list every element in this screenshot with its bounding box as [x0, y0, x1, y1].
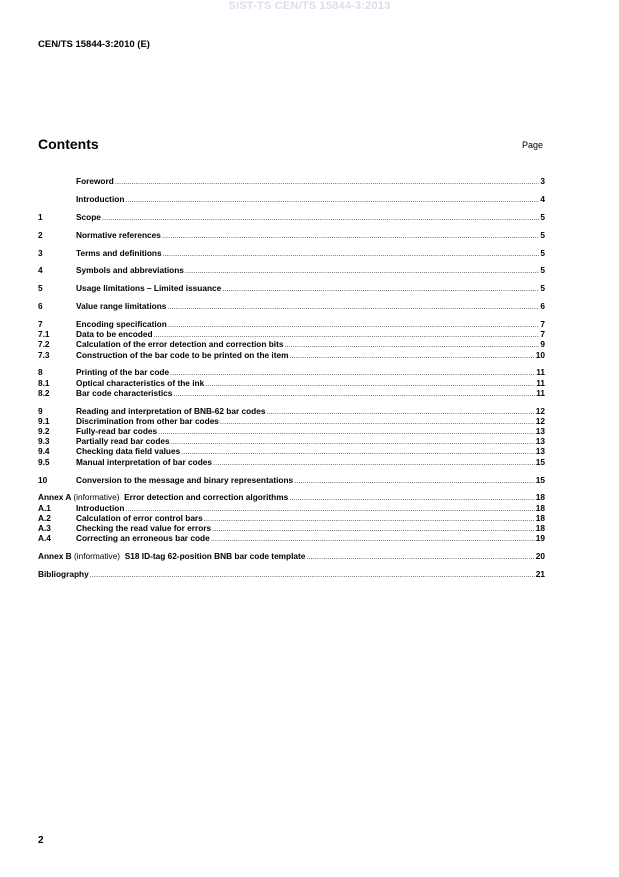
toc-page: 20	[535, 551, 545, 561]
page-column-label: Page	[522, 140, 544, 150]
toc-title: Scope	[76, 211, 101, 222]
toc-entry-7-3[interactable]	[38, 350, 545, 360]
toc-title: Optical characteristics of the ink	[76, 377, 205, 388]
watermark: SIST-TS CEN/TS 15844-3:2013	[228, 0, 391, 12]
toc-entry-value-range[interactable]	[38, 301, 545, 311]
dot-leader	[115, 178, 540, 188]
dot-leader	[181, 448, 535, 458]
toc-number: A.1	[38, 502, 51, 513]
toc-number: 7.2	[38, 339, 50, 350]
toc-entry-reading[interactable]	[38, 406, 545, 416]
toc-page: 13	[535, 446, 545, 457]
toc-entry-normative-references[interactable]	[38, 230, 545, 240]
dot-leader	[90, 571, 535, 581]
toc-page: 13	[535, 436, 545, 447]
toc-page: 5	[540, 283, 545, 294]
dot-leader	[162, 232, 540, 242]
toc-number: 8.1	[38, 377, 50, 388]
toc-number: A.3	[38, 522, 51, 533]
toc-page: 7	[540, 329, 545, 340]
toc-title: Terms and definitions	[76, 247, 162, 258]
toc-page: 3	[540, 176, 545, 186]
toc-page: 11	[536, 367, 545, 378]
toc-entry-a-3[interactable]	[38, 523, 545, 533]
dot-leader	[158, 428, 535, 438]
annex-label: Annex A	[38, 492, 72, 503]
toc-entry-conversion[interactable]	[38, 475, 545, 485]
toc-entry-scope[interactable]	[38, 212, 545, 222]
toc-number: 9.5	[38, 456, 50, 467]
dot-leader	[125, 196, 539, 206]
page-number: 2	[38, 835, 44, 846]
toc-title: Printing of the bar code	[76, 367, 170, 378]
toc-number: 9.4	[38, 446, 50, 457]
toc-page: 11	[536, 377, 545, 388]
annex-title: Error detection and correction algorithms	[124, 492, 289, 503]
toc-title: Fully-read bar codes	[76, 426, 158, 437]
dot-leader	[168, 321, 540, 331]
toc-entry-9-5[interactable]	[38, 457, 545, 467]
toc-title: Value range limitations	[76, 301, 167, 312]
toc-entry-printing[interactable]	[38, 367, 545, 377]
toc-title: Partially read bar codes	[76, 436, 170, 447]
toc-entry-usage-limitations[interactable]	[38, 283, 545, 293]
toc-title: Introduction	[76, 502, 125, 513]
toc-title: Checking the read value for errors	[76, 522, 212, 533]
dot-leader	[170, 369, 535, 379]
toc-entry-annex-b[interactable]	[38, 551, 545, 561]
toc-title	[38, 492, 288, 502]
toc-entry-terms-definitions[interactable]	[38, 248, 545, 258]
toc-entry-annex-a[interactable]	[38, 492, 545, 502]
contents-heading: Contents	[38, 136, 99, 152]
toc-number: 4	[38, 265, 43, 276]
toc-number: 2	[38, 229, 43, 240]
toc-page: 19	[535, 533, 545, 544]
toc-entry-7-2[interactable]	[38, 339, 545, 349]
toc-number: 9.2	[38, 426, 50, 437]
dot-leader	[163, 250, 540, 260]
toc-number: 3	[38, 247, 43, 258]
dot-leader	[205, 380, 535, 390]
dot-leader	[306, 553, 534, 563]
toc-title: Discrimination from other bar codes	[76, 415, 219, 426]
toc-title: Introduction	[76, 193, 125, 204]
toc-entry-9-4[interactable]	[38, 446, 545, 456]
dot-leader	[222, 285, 539, 295]
toc-page: 9	[540, 339, 545, 350]
dot-leader	[212, 525, 535, 535]
toc-page: 10	[535, 349, 545, 360]
toc-page: 12	[535, 405, 545, 416]
toc-entry-bibliography[interactable]	[38, 569, 545, 579]
toc-number: A.2	[38, 512, 51, 523]
toc-entry-foreword[interactable]	[38, 176, 545, 186]
toc-number: A.4	[38, 533, 51, 544]
toc-number: 5	[38, 283, 43, 294]
toc-entry-symbols-abbreviations[interactable]	[38, 265, 545, 275]
toc-number: 7.1	[38, 329, 50, 340]
toc-entry-a-1[interactable]	[38, 503, 545, 513]
annex-title: S18 ID-tag 62-position BNB bar code template	[124, 551, 306, 561]
toc-page: 11	[536, 387, 545, 398]
toc-title: Encoding specification	[76, 319, 167, 329]
toc-entry-9-1[interactable]	[38, 416, 545, 426]
annex-label: Annex B	[38, 551, 72, 561]
toc-number: 8.2	[38, 387, 50, 398]
toc-page: 13	[535, 426, 545, 437]
toc-entry-8-2[interactable]	[38, 388, 545, 398]
toc-title: Checking data field values	[76, 446, 181, 457]
toc-title: Conversion to the message and binary representations	[76, 474, 294, 485]
toc-entry-encoding-specification[interactable]	[38, 319, 545, 329]
toc-title: Reading and interpretation of BNB-62 bar codes	[76, 405, 266, 416]
toc-page: 4	[540, 193, 545, 204]
toc-page: 5	[540, 229, 545, 240]
toc-number: 9.1	[38, 415, 50, 426]
toc-entry-a-2[interactable]	[38, 513, 545, 523]
toc-number: 9.3	[38, 436, 50, 447]
toc-entry-7-1[interactable]	[38, 329, 545, 339]
toc-number: 8	[38, 367, 43, 378]
dot-leader	[294, 477, 535, 487]
toc-page: 5	[540, 211, 545, 222]
dot-leader	[185, 267, 539, 277]
toc-title	[38, 551, 305, 561]
toc-number: 1	[38, 211, 43, 222]
toc-page: 7	[540, 319, 545, 329]
toc-title: Calculation of error control bars	[76, 512, 203, 523]
toc-title: Bibliography	[38, 568, 89, 579]
toc-entry-introduction[interactable]	[38, 194, 545, 204]
toc-number: 7	[38, 319, 43, 329]
dot-leader	[213, 459, 535, 469]
toc-page: 18	[535, 492, 545, 503]
table-of-contents	[38, 176, 545, 579]
dot-leader	[220, 418, 535, 428]
toc-page: 18	[535, 502, 545, 513]
dot-leader	[102, 214, 539, 224]
toc-title: Symbols and abbreviations	[76, 265, 184, 276]
toc-number: 6	[38, 301, 43, 312]
toc-number: 9	[38, 405, 43, 416]
dot-leader	[290, 352, 535, 362]
toc-page: 6	[540, 301, 545, 312]
toc-number: 7.3	[38, 349, 50, 360]
toc-entry-9-3[interactable]	[38, 436, 545, 446]
toc-page: 15	[535, 456, 545, 467]
document-identifier: CEN/TS 15844-3:2010 (E)	[38, 39, 150, 50]
toc-page: 18	[535, 512, 545, 523]
toc-title: Usage limitations – Limited issuance	[76, 283, 222, 294]
toc-title: Manual interpretation of bar codes	[76, 456, 212, 467]
toc-page: 21	[535, 568, 545, 579]
toc-page: 12	[535, 415, 545, 426]
dot-leader	[284, 341, 539, 351]
toc-page: 15	[535, 474, 545, 485]
dot-leader	[211, 535, 535, 545]
toc-entry-8-1[interactable]	[38, 378, 545, 388]
toc-title: Construction of the bar code to be printed on the item	[76, 349, 289, 360]
dot-leader	[204, 515, 535, 525]
dot-leader	[167, 303, 539, 313]
dot-leader	[266, 408, 534, 418]
dot-leader	[173, 390, 535, 400]
informative-tag: (informative)	[73, 551, 121, 561]
toc-page: 5	[540, 265, 545, 276]
toc-title: Foreword	[76, 176, 114, 186]
toc-title: Calculation of the error detection and correction bits	[76, 339, 284, 350]
toc-title: Data to be encoded	[76, 329, 153, 340]
toc-title: Bar code characteristics	[76, 387, 173, 398]
dot-leader	[171, 438, 535, 448]
toc-entry-9-2[interactable]	[38, 426, 545, 436]
toc-title: Normative references	[76, 229, 161, 240]
toc-number: 10	[38, 474, 48, 485]
dot-leader	[289, 494, 535, 504]
toc-page: 18	[535, 522, 545, 533]
informative-tag: (informative)	[73, 492, 120, 503]
toc-entry-a-4[interactable]	[38, 533, 545, 543]
toc-title: Correcting an erroneous bar code	[76, 533, 210, 544]
toc-page: 5	[540, 247, 545, 258]
